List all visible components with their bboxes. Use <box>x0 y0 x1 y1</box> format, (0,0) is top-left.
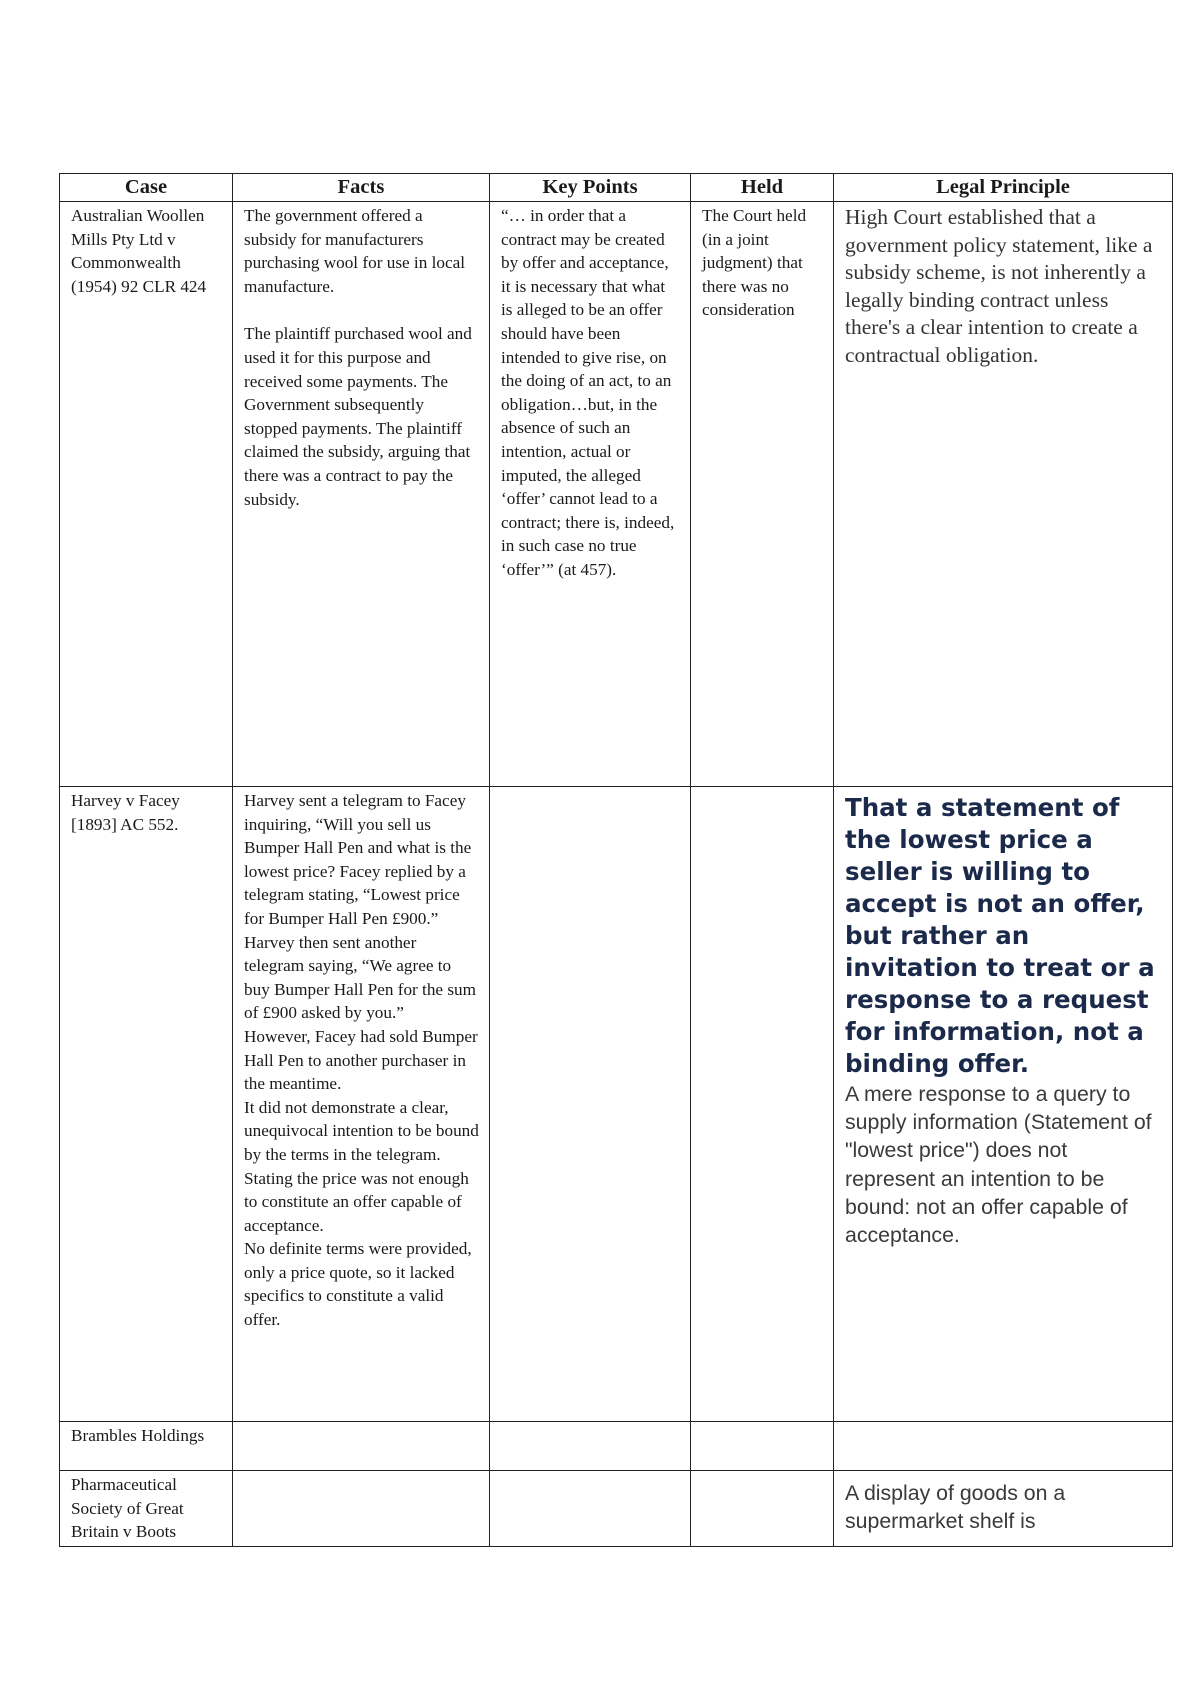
case-name: Brambles Holdings <box>71 1426 205 1445</box>
legal-principle-summary: That a statement of the lowest price a seller is willing to accept is not an offer, but rather an invitation to treat or a response to a request for information, not a binding offer. <box>845 793 1155 1078</box>
header-row <box>60 174 1173 202</box>
legal-principle-cell <box>834 1422 1173 1471</box>
case-law-table <box>59 173 1173 1547</box>
table-row <box>60 202 1173 787</box>
legal-principle-text: A mere response to a query to supply information (Statement of "lowest price") does not represent an intention to be bound: not an offer capable of acceptance. <box>845 1082 1152 1248</box>
case-name-cell <box>60 787 233 1422</box>
case-name: Australian Woollen Mills Pty Ltd v Commonwealth (1954) 92 CLR 424 <box>71 206 207 296</box>
facts-paragraph: However, Facey had sold Bumper Hall Pen to another purchaser in the meantime. <box>244 1026 478 1094</box>
legal-principle-text: A display of goods on a supermarket shelf is <box>845 1481 1066 1534</box>
key-points-cell <box>490 1422 691 1471</box>
legal-principle-cell <box>834 1471 1173 1547</box>
facts-paragraph: Harvey sent a telegram to Facey inquiring, “Will you sell us Bumper Hall Pen and what is the lowest price? Facey replied by a telegram stating, “Lowest price for Bumper Hall Pen £900.” Harvey then sent another telegram saying, “We agree to buy Bumper Hall Pen for the sum of £900 asked by you.” <box>244 791 476 1023</box>
case-name: Harvey v Facey [1893] AC 552. <box>71 791 180 834</box>
header-case: Case <box>60 174 233 202</box>
held-text: The Court held (in a joint judgment) that there was no consideration <box>702 206 807 320</box>
key-points-text: “… in order that a contract may be created by offer and acceptance, it is necessary that what is alleged to be an offer should have been intended to give rise, on the doing of an act, to an obligation…but, in the absence of such an intention, actual or imputed, the alleged ‘offer’ cannot lead to a contract; there is, indeed, in such case no true ‘offer’” (at 457). <box>501 206 675 579</box>
legal-principle-cell <box>834 787 1173 1422</box>
held-cell <box>691 202 834 787</box>
key-points-cell <box>490 202 691 787</box>
header-legal-principle: Legal Principle <box>834 174 1173 202</box>
legal-principle-text: High Court established that a government policy statement, like a subsidy scheme, is not inherently a legally binding contract unless there's a clear intention to create a contractual obligation. <box>845 205 1153 367</box>
header-facts: Facts <box>233 174 490 202</box>
facts-paragraph: No definite terms were provided, only a price quote, so it lacked specifics to constitute a valid offer. <box>244 1239 472 1330</box>
held-cell <box>691 787 834 1422</box>
legal-principle-cell <box>834 202 1173 787</box>
case-name: Pharmaceutical Society of Great Britain v Boots <box>71 1475 184 1542</box>
facts-cell <box>233 787 490 1422</box>
case-name-cell <box>60 1422 233 1471</box>
facts-cell <box>233 1471 490 1547</box>
table-row <box>60 787 1173 1422</box>
held-cell <box>691 1422 834 1471</box>
facts-paragraph: The government offered a subsidy for manufacturers purchasing wool for use in local manufacture. <box>244 206 465 296</box>
table-row <box>60 1471 1173 1547</box>
key-points-cell <box>490 787 691 1422</box>
facts-paragraph: It did not demonstrate a clear, unequivocal intention to be bound by the terms in the telegram. Stating the price was not enough to constitute an offer capable of acceptance. <box>244 1097 479 1235</box>
facts-cell <box>233 1422 490 1471</box>
table-row <box>60 1422 1173 1471</box>
border-gap <box>836 1475 1101 1479</box>
held-cell <box>691 1471 834 1547</box>
key-points-cell <box>490 1471 691 1547</box>
facts-paragraph: The plaintiff purchased wool and used it for this purpose and received some payments. The Government subsequently stopped payments. The plaintiff claimed the subsidy, arguing that there was a contract to pay the subsidy. <box>244 324 472 509</box>
header-key-points: Key Points <box>490 174 691 202</box>
case-name-cell <box>60 202 233 787</box>
header-held: Held <box>691 174 834 202</box>
facts-cell <box>233 202 490 787</box>
case-name-cell <box>60 1471 233 1547</box>
